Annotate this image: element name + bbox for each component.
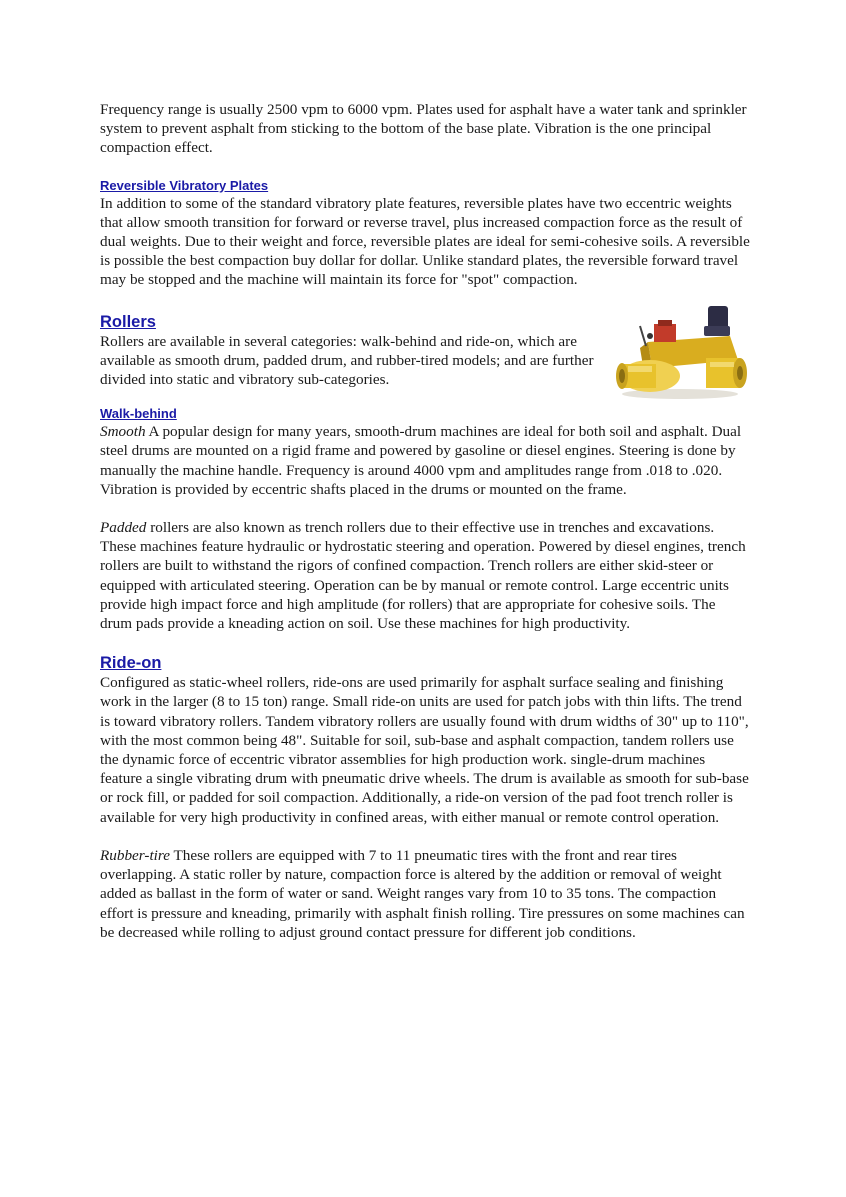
document-page [100,100,750,942]
ride-on-heading[interactable]: Ride-on [100,654,162,673]
rubber-tire-text: These rollers are equipped with 7 to 11 pneumatic tires with the front and rear tires overlapping. A static roller by nature, compaction force is altered by the addition or removal of weight added as ballast in the form of water or sand. Weight ranges vary from 10 to 35 tons. The compaction effort is pressure and kneading, primarily with asphalt finish rolling. Tire pressures on some machines can be decreased while rolling to adjust ground contact pressure for different job conditions. [100,846,745,941]
smooth-lead: Smooth [100,423,146,441]
front-drum [616,360,680,392]
tandem-roller-photo [610,302,750,402]
reversible-heading[interactable]: Reversible Vibratory Plates [100,177,269,193]
padded-text: rollers are also known as trench rollers due to their effective use in trenches and excavations. These machines feature hydraulic or hydrostatic steering and operation. Powered by diesel engines, trench rollers are built to withstand the rigors of confined compaction. Trench rollers are either skid-steer or equipped with articulated steering. Operation can be by manual or remote control. Large eccentric units provide high impact force and high amplitude (for rollers) that are appropriate for cohesive soils. The drum pads provide a kneading action on soil. Use these machines for high productivity. [100,519,746,633]
rollers-paragraph: Rollers are available in several categories: walk-behind and ride-on, which are available as smooth drum, padded drum, and rubber-tired models; and are further divided into static and vibratory sub-categories. [100,332,594,389]
rollers-heading[interactable]: Rollers [100,312,156,331]
smooth-paragraph [100,422,750,499]
rear-drum [706,358,747,388]
reversible-paragraph: In addition to some of the standard vibratory plate features, reversible plates have two eccentric weights that allow smooth transition for forward or reverse travel, plus increased compaction force as the result of dual weights. Due to their weight and force, reversible plates are ideal for semi-cohesive soils. A reversible is possible the best compaction buy dollar for dollar. Unlike standard plates, the reversible forward travel may be stopped and the machine will maintain its force for "spot" compaction. [100,194,750,289]
padded-paragraph [100,518,750,633]
rollers-section [100,312,750,390]
rubber-tire-paragraph [100,846,750,942]
padded-lead: Padded [100,519,147,537]
smooth-text: A popular design for many years, smooth-drum machines are ideal for both soil and asphalt. Dual steel drums are mounted on a rigid frame and powered by gasoline or diesel engines. Steering is done by manually the machine handle. Frequency is around 4000 vpm and amplitudes range from .018 to .020. Vibration is provided by eccentric shafts placed in the drums or mounted on the frame. [100,423,742,498]
intro-paragraph: Frequency range is usually 2500 vpm to 6000 vpm. Plates used for asphalt have a water tank and sprinkler system to prevent asphalt from sticking to the bottom of the base plate. Vibration is the one principal compaction effect. [100,101,747,157]
walk-behind-heading[interactable]: Walk-behind [100,406,177,422]
ride-on-paragraph: Configured as static-wheel rollers, ride-ons are used primarily for asphalt surface sealing and finishing work in the larger (8 to 15 ton) range. Small ride-on units are used for patch jobs with thin lifts. The trend is toward vibratory rollers. Tandem vibratory rollers are usually found with drum widths of 30" up to 110", with the most common being 48". Suitable for soil, sub-base and asphalt compaction, tandem rollers use the dynamic force of eccentric vibrator assemblies for high production work. single-drum machines feature a single vibrating drum with pneumatic drive wheels. The drum is available as smooth for sub-base or rock fill, or padded for soil compaction. Additionally, a ride-on version of the pad foot trench roller is available for very high productivity in confined areas, with either manual or remote control operation. [100,674,749,826]
rubber-tire-lead: Rubber-tire [100,846,170,864]
